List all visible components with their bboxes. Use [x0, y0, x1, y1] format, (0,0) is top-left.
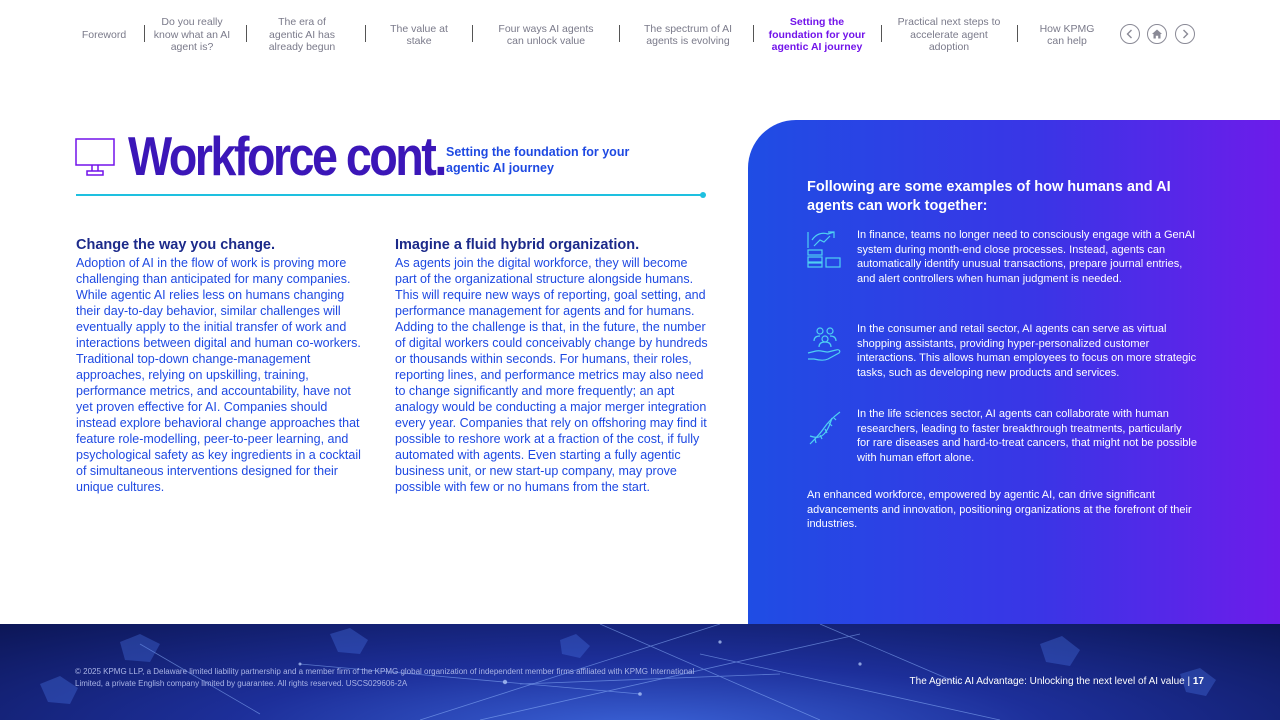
- nav-divider: [144, 25, 145, 42]
- example-finance: In finance, teams no longer need to consciously engage with a GenAI system during month-end close processes. Instead, agents can automatically identify unusual transactions, prepare journal entries, and alert controllers when human judgment is needed.: [857, 229, 1196, 285]
- column-body: Adoption of AI in the flow of work is proving more challenging than anticipated for many companies. While agentic AI relies less on humans changing their day-to-day behavior, similar challenges will eventually apply to the initial transfer of work and interactions between digital and human co-workers. Traditional top-down change-management approaches, relying on upskilling, training, performance metrics, and accountability, have not yet proven effective for AI. Companies should instead explore behavioral change approaches that feature role-modelling, peer-to-peer learning, and psychological safety as key ingredients in a cocktail of simultaneous interventions designed for their unique cultures.: [76, 256, 361, 494]
- column-heading: Change the way you change.: [76, 237, 276, 253]
- chevron-right-icon: [1179, 28, 1191, 40]
- page-number: 17: [1192, 676, 1204, 687]
- column-body: As agents join the digital workforce, they will become part of the organizational structure alongside humans. This will require new ways of reporting, goal setting, and performance management for agents and for humans. Adding to the challenge is that, in the future, the number of digital workers could conceivably change by hundreds or thousands within seconds. For humans, their roles, reporting lines, and performance metrics may also need to change significantly and more frequently; an apt analogy would be conducting a major merger integration every year. Companies that rely on offshoring may find it possible to reshore work at a fraction of the cost, if fully automated with agents. Even starting a fully agentic business unit, or new start-up company, may prove possible with few or no humans from the start.: [395, 256, 708, 494]
- divider-dot: [700, 192, 706, 198]
- document-title-page: [910, 676, 1204, 688]
- nav-item-ai-agent[interactable]: Do you really know what an AI agent is?: [153, 16, 231, 54]
- examples-panel: [748, 120, 1280, 624]
- example-life-sciences: In the life sciences sector, AI agents can collaborate with human researchers, leading to faster breakthrough treatments, particularly for rare diseases and hard-to-treat cancers, that might not be possible with human effort alone.: [857, 408, 1197, 464]
- next-page-button[interactable]: [1175, 24, 1195, 44]
- nav-divider: [246, 25, 247, 42]
- dna-icon: [806, 408, 844, 448]
- nav-divider: [753, 25, 754, 42]
- nav-divider: [365, 25, 366, 42]
- nav-item-kpmg-help[interactable]: How KPMG can help: [1039, 22, 1095, 47]
- nav-item-next-steps[interactable]: Practical next steps to accelerate agent adoption: [897, 16, 1001, 54]
- nav-item-four-ways[interactable]: Four ways AI agents can unlock value: [498, 22, 594, 47]
- nav-item-spectrum[interactable]: The spectrum of AI agents is evolving: [643, 22, 733, 47]
- nav-item-foundation[interactable]: Setting the foundation for your agentic AI journey: [768, 16, 866, 54]
- nav-item-foreword[interactable]: Foreword: [81, 28, 127, 41]
- previous-page-button[interactable]: [1120, 24, 1140, 44]
- chevron-left-icon: [1124, 28, 1136, 40]
- column-change: [76, 236, 366, 495]
- consumer-retail-icon: [806, 325, 844, 365]
- nav-divider: [472, 25, 473, 42]
- nav-divider: [1017, 25, 1018, 42]
- nav-divider: [881, 25, 882, 42]
- home-button[interactable]: [1147, 24, 1167, 44]
- column-hybrid-org: [395, 236, 711, 495]
- panel-heading: Following are some examples of how humans and AI agents can work together:: [807, 179, 1171, 214]
- monitor-icon: [75, 138, 117, 178]
- nav-item-era[interactable]: The era of agentic AI has already begun: [268, 16, 336, 54]
- section-subtitle: Setting the foundation for your agentic AI journey: [446, 145, 630, 175]
- example-consumer-retail: In the consumer and retail sector, AI agents can serve as virtual shopping assistants, providing hyper-personalized customer interactions. This allows human employees to focus on more strategic tasks, such as developing new products and services.: [857, 323, 1197, 379]
- nav-item-value[interactable]: The value at stake: [390, 22, 448, 47]
- legal-notice: © 2025 KPMG LLP, a Delaware limited liability partnership and a member firm of the KPMG global organization of independent member firms affiliated with KPMG International Limited, a private English company limited by guarantee. All rights reserved. USCS029606-2A: [75, 667, 695, 688]
- document-title: The Agentic AI Advantage: Unlocking the next level of AI value |: [909, 676, 1191, 687]
- page-title: Workforce cont.: [128, 125, 445, 187]
- panel-closing: An enhanced workforce, empowered by agentic AI, can drive significant advancements and innovation, positioning organizations at the forefront of their industries.: [807, 489, 1192, 530]
- footer-banner: [0, 624, 1280, 720]
- home-icon: [1151, 28, 1163, 40]
- finance-icon: [806, 228, 844, 268]
- column-heading: Imagine a fluid hybrid organization.: [395, 237, 640, 253]
- top-navigation: [0, 0, 1280, 70]
- title-divider: [76, 194, 704, 196]
- nav-divider: [619, 25, 620, 42]
